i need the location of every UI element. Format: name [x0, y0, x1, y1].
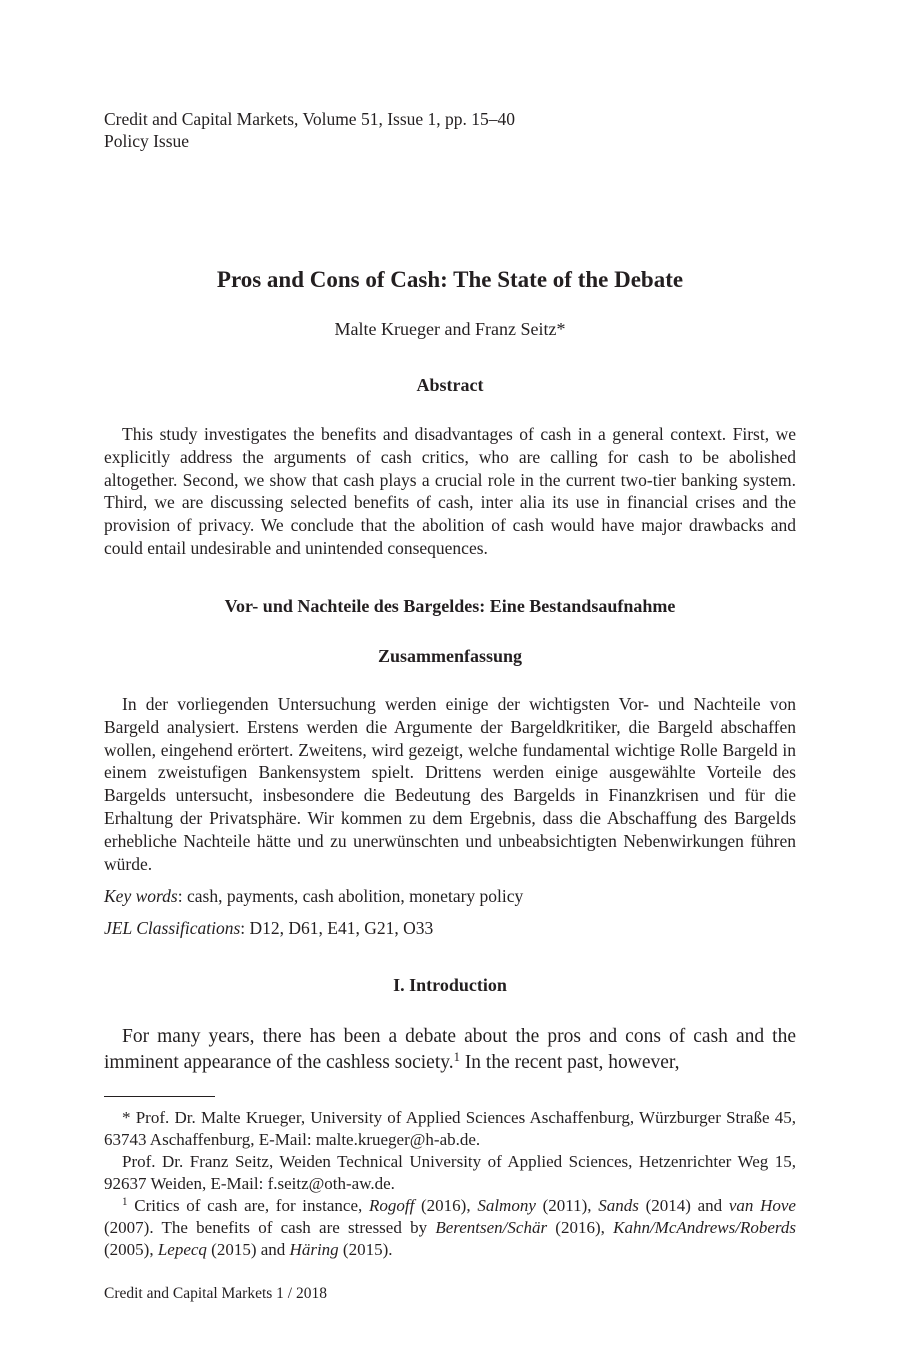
citation-lepecq: Lepecq	[157, 1240, 207, 1259]
footnote-ref-1[interactable]: 1	[453, 1050, 460, 1065]
footnote-1-text: (2014) and	[638, 1196, 729, 1215]
footnote-1-text: (2015).	[338, 1240, 393, 1259]
page-footer: Credit and Capital Markets 1 / 2018	[104, 1285, 327, 1302]
jel-classifications	[104, 917, 796, 939]
footnote-1-text: (2007). The benefits of cash are stressed by	[104, 1218, 436, 1237]
article-page	[104, 0, 796, 1366]
keywords-label: Key words	[104, 886, 178, 906]
footnote-author1: * Prof. Dr. Malte Krueger, University of Applied Sciences Aschaffenburg, Würzburger Straße 45, 63743 Aschaffenburg, E-Mail: malte.krueger@h-ab.de.	[104, 1108, 796, 1149]
citation-salmony: Salmony	[477, 1196, 536, 1215]
citation-sands: Sands	[598, 1196, 639, 1215]
zusammenfassung-heading: Zusammenfassung	[377, 646, 523, 666]
jel-value: : D12, D61, E41, G21, O33	[240, 918, 434, 938]
article-title: Pros and Cons of Cash: The State of the Debate	[216, 267, 684, 292]
abstract-text: This study investigates the benefits and disadvantages of cash in a general context. First, we explicitly address the arguments of cash critics, who are calling for cash to be abolished altogether. Second, we show that cash plays a crucial role in the current two-tier banking system. Third, we are discussing selected benefits of cash, inter alia its use in financial crises and the provision of privacy. We conclude that the abolition of cash would have major drawbacks and could entail undesirable and unintended consequences.	[104, 424, 796, 558]
footnote-1-marker: 1	[122, 1195, 128, 1208]
footnote-1-text: (2015) and	[206, 1240, 290, 1259]
footnote-separator	[104, 1096, 215, 1097]
intro-text-part1: For many years, there has been a debate about the pros and cons of cash and the imminent appearance of the cashless society.	[104, 1026, 796, 1073]
footnote-author2: Prof. Dr. Franz Seitz, Weiden Technical University of Applied Sciences, Hetzenrichter Weg 15, 92637 Weiden, E-Mail: f.seitz@oth-aw.de.	[104, 1152, 796, 1193]
issue-type: Policy Issue	[104, 131, 190, 151]
footnote-1	[104, 1195, 796, 1261]
footnote-1-text: (2005),	[104, 1240, 158, 1259]
article-authors: Malte Krueger and Franz Seitz*	[334, 319, 566, 339]
german-title: Vor- und Nachteile des Bargeldes: Eine Bestandsaufnahme	[224, 596, 676, 616]
footnote-1-text: Critics of cash are, for instance,	[127, 1196, 369, 1215]
zusammenfassung-text: In der vorliegenden Untersuchung werden einige der wichtigsten Vor- und Nachteile von Bargeld analysiert. Erstens werden die Argumente der Bargeldkritiker, die Bargeld abschaffen wollen, eingehend erörtert. Zweitens, wird gezeigt, welche fundamental wichtige Rolle Bargeld in einem zweistufigen Bankensystem spielt. Drittens werden einige ausgewählte Vorteile des Bargelds untersucht, insbesondere die Bedeutung des Bargelds in Finanzkrisen und für die Erhaltung der Privatsphäre. Wir kommen zu dem Ergebnis, dass die Abschaffung des Bargelds erhebliche Nachteile hätte und zu unerwünschten und unbeabsichtigten Nebenwirkungen führen würde.	[104, 694, 796, 874]
introduction-heading: I. Introduction	[393, 975, 507, 995]
abstract-heading: Abstract	[416, 375, 484, 395]
footnote-1-text: (2016),	[414, 1196, 478, 1215]
footnote-1-text: (2016),	[547, 1218, 614, 1237]
introduction-text	[104, 1024, 796, 1076]
journal-citation: Credit and Capital Markets, Volume 51, Issue 1, pp. 15–40	[104, 109, 516, 129]
jel-label: JEL Classifications	[104, 918, 241, 938]
running-header	[104, 108, 796, 152]
intro-text-part2: In the recent past, however,	[459, 1052, 680, 1073]
keywords-value: : cash, payments, cash abolition, monetary policy	[177, 886, 524, 906]
citation-van-hove: van Hove	[728, 1196, 796, 1215]
citation-berentsen-schaer: Berentsen/Schär	[435, 1218, 548, 1237]
citation-haering: Häring	[289, 1240, 339, 1259]
keywords	[104, 885, 796, 907]
citation-kahn-mcandrews-roberds: Kahn/McAndrews/Roberds	[613, 1218, 797, 1237]
citation-rogoff: Rogoff	[368, 1196, 415, 1215]
footnote-1-text: (2011),	[535, 1196, 599, 1215]
